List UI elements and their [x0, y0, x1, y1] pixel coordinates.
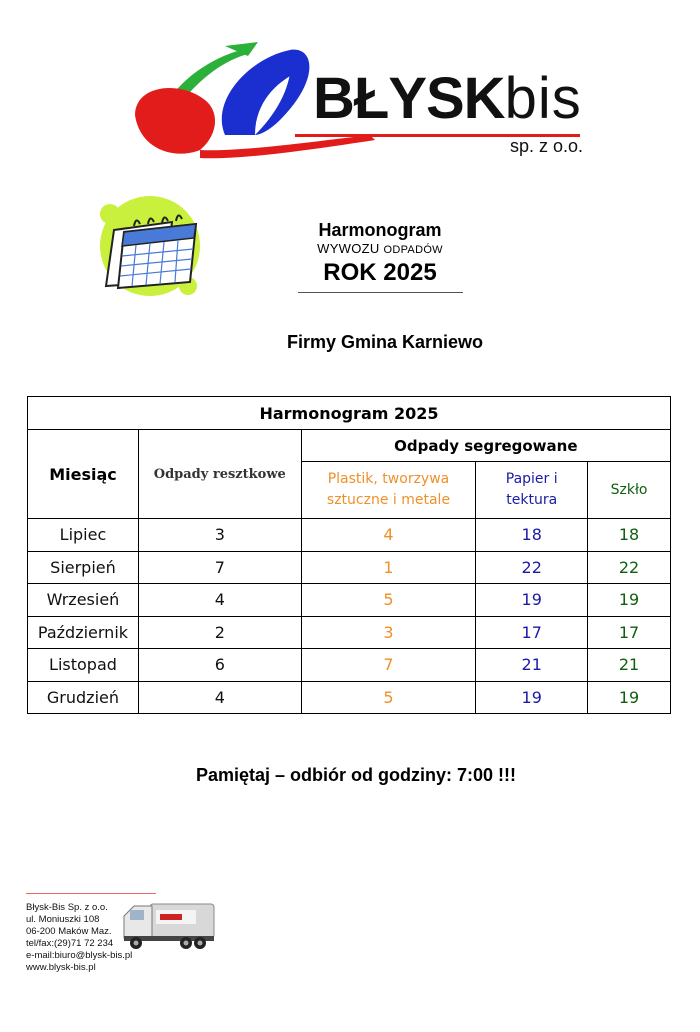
- website-url: www.blysk-bis.pl: [26, 962, 96, 973]
- paper-cell: 19: [476, 681, 588, 714]
- paper-cell: 18: [476, 519, 588, 552]
- table-row: [28, 584, 671, 617]
- table-row: [28, 649, 671, 682]
- footer-divider: [26, 893, 156, 894]
- plastic-cell: 3: [301, 616, 476, 649]
- residual-cell: 4: [138, 681, 301, 714]
- calendar-icon: [92, 190, 210, 302]
- month-cell: Lipiec: [28, 519, 139, 552]
- city-address: 06-200 Maków Maz.: [26, 926, 112, 937]
- residual-cell: 6: [138, 649, 301, 682]
- table-row: [28, 616, 671, 649]
- month-cell: Wrzesień: [28, 584, 139, 617]
- month-cell: Sierpień: [28, 551, 139, 584]
- paper-cell: 19: [476, 584, 588, 617]
- glass-cell: 19: [588, 681, 671, 714]
- glass-cell: 18: [588, 519, 671, 552]
- schedule-heading: [285, 219, 475, 293]
- table-row: [28, 519, 671, 552]
- glass-column-header: Szkło: [588, 462, 671, 519]
- residual-cell: 4: [138, 584, 301, 617]
- glass-cell: 21: [588, 649, 671, 682]
- plastic-cell: 5: [301, 584, 476, 617]
- month-column-header: Miesiąc: [28, 430, 139, 519]
- residual-cell: 2: [138, 616, 301, 649]
- logo-wordmark: BŁYSKbis: [313, 66, 582, 131]
- street-address: ul. Moniuszki 108: [26, 914, 100, 925]
- plastic-column-header: Plastik, tworzywa sztuczne i metale: [301, 462, 476, 519]
- paper-column-header: Papier i tektura: [476, 462, 588, 519]
- table-row: [28, 681, 671, 714]
- plastic-cell: 5: [301, 681, 476, 714]
- month-cell: Listopad: [28, 649, 139, 682]
- heading-subtitle: WYWOZU ODPADÓW: [317, 241, 443, 256]
- pickup-time-notice: Pamiętaj – odbiór od godziny: 7:00 !!!: [195, 765, 517, 785]
- phone-fax: tel/fax:(29)71 72 234: [26, 938, 114, 949]
- residual-column-header: Odpady resztkowe: [138, 430, 301, 519]
- month-cell: Październik: [28, 616, 139, 649]
- glass-cell: 17: [588, 616, 671, 649]
- paper-cell: 22: [476, 551, 588, 584]
- residual-cell: 7: [138, 551, 301, 584]
- paper-cell: 21: [476, 649, 588, 682]
- table-row: [28, 551, 671, 584]
- plastic-cell: 4: [301, 519, 476, 552]
- glass-cell: 19: [588, 584, 671, 617]
- month-cell: Grudzień: [28, 681, 139, 714]
- logo-subtitle: sp. z o.o.: [510, 136, 584, 156]
- segregated-group-header: Odpady segregowane: [301, 430, 670, 462]
- heading-year: ROK 2025: [323, 259, 437, 286]
- firm-title: Firmy Gmina Karniewo: [286, 332, 484, 352]
- paper-cell: 17: [476, 616, 588, 649]
- garbage-truck-icon: [120, 896, 218, 952]
- heading-divider: [298, 292, 463, 293]
- plastic-cell: 7: [301, 649, 476, 682]
- heading-title: Harmonogram: [318, 220, 442, 240]
- residual-cell: 3: [138, 519, 301, 552]
- email-address: e-mail:biuro@blysk-bis.pl: [26, 950, 133, 961]
- company-name: Błysk-Bis Sp. z o.o.: [26, 902, 108, 913]
- glass-cell: 22: [588, 551, 671, 584]
- schedule-table: [27, 396, 671, 714]
- plastic-cell: 1: [301, 551, 476, 584]
- table-title: Harmonogram 2025: [28, 397, 671, 430]
- company-logo: [130, 40, 590, 165]
